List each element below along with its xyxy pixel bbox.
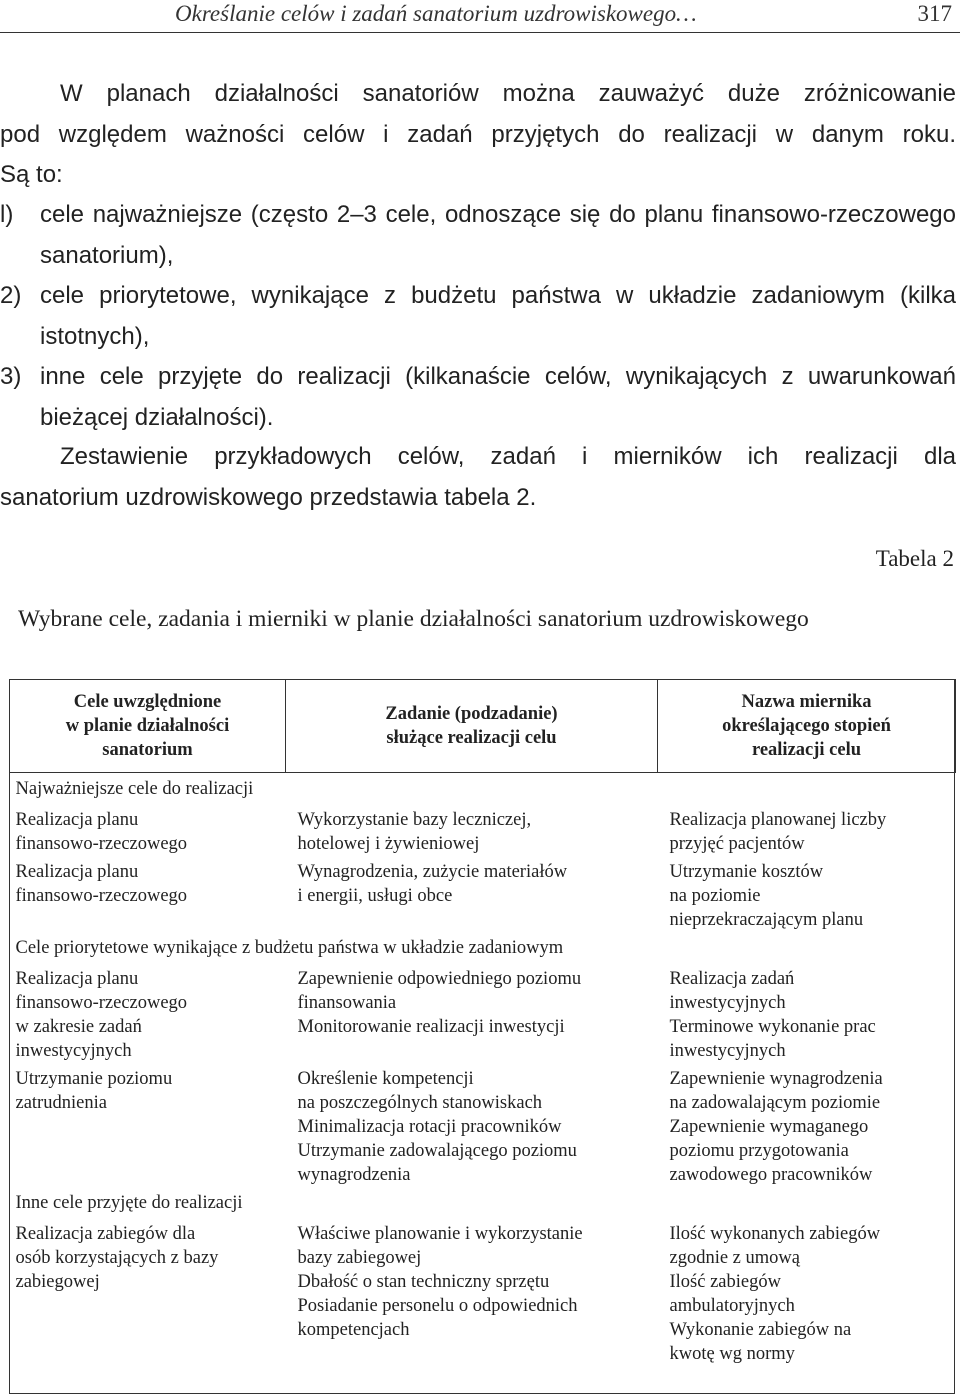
goal-cell <box>10 1067 286 1187</box>
table-header-row <box>10 680 956 773</box>
cell-line: hotelowej i żywieniowej <box>297 834 480 854</box>
table-body <box>10 773 956 1367</box>
table-row <box>10 1067 956 1187</box>
list-item <box>0 195 956 276</box>
cell-line: Monitorowanie realizacji inwestycji <box>297 1017 565 1037</box>
cell-line: finansowo-rzeczowego <box>15 834 188 854</box>
cell-line: Wykonanie zabiegów na <box>669 1320 852 1340</box>
table-row <box>10 804 956 860</box>
table-label: Tabela 2 <box>875 546 954 571</box>
cell-line: wynagrodzenia <box>297 1165 411 1185</box>
cell-line: Zapewnienie wynagrodzenia <box>669 1069 883 1089</box>
cell-line: kwotę wg normy <box>669 1344 795 1364</box>
cell-line: Określenie kompetencji <box>297 1069 474 1089</box>
page-header <box>0 0 960 34</box>
header-tasks <box>286 680 658 773</box>
header-line: służące realizacji celu <box>386 728 557 748</box>
cell-line: zatrudnienia <box>15 1093 107 1113</box>
list-text: cele priorytetowe, wynikające z budżetu państwa w układzie zadaniowym (kilka istotnych), <box>40 282 956 350</box>
cell-line: finansowo-rzeczowego <box>15 993 188 1013</box>
task-cell <box>286 860 658 932</box>
header-rule <box>0 32 960 33</box>
section-title: Inne cele przyjęte do realizacji <box>15 1193 243 1213</box>
cell-line: Terminowe wykonanie prac <box>669 1017 876 1037</box>
cell-line: Ilość zabiegów <box>669 1272 781 1292</box>
intro-line: pod względem ważności celów i zadań przyjętych do realizacji w danym roku. <box>0 120 956 148</box>
cell-line: Wykorzystanie bazy leczniczej, <box>297 810 532 830</box>
page-number: 317 <box>917 1 952 26</box>
cell-line: finansowo-rzeczowego <box>15 886 188 906</box>
goal-cell <box>10 804 286 860</box>
cell-line: Realizacja zadań <box>669 969 795 989</box>
section-row <box>10 1187 956 1218</box>
measure-cell <box>658 804 956 860</box>
header-line: realizacji celu <box>751 740 862 760</box>
header-line: określającego stopień <box>722 716 891 736</box>
cell-line: poziomu przygotowania <box>669 1141 849 1161</box>
table-row <box>10 963 956 1067</box>
goal-cell <box>10 860 286 932</box>
list-number: 3) <box>0 363 22 390</box>
cell-line: Zapewnienie odpowiedniego poziomu <box>297 969 582 989</box>
table-row <box>10 860 956 932</box>
task-cell <box>286 1067 658 1187</box>
cell-line: przyjęć pacjentów <box>669 834 805 854</box>
section-row <box>10 773 956 805</box>
goals-list <box>0 195 956 438</box>
cell-line: Ilość wykonanych zabiegów <box>669 1224 881 1244</box>
cell-line: w zakresie zadań <box>15 1017 142 1037</box>
header-line: Nazwa miernika <box>741 692 872 712</box>
measure-cell <box>658 963 956 1067</box>
cell-line: ambulatoryjnych <box>669 1296 795 1316</box>
cell-line: Utrzymanie zadowalającego poziomu <box>297 1141 577 1161</box>
cell-line: Realizacja planu <box>15 969 139 989</box>
cell-line: nieprzekraczającym planu <box>669 910 864 930</box>
list-text: inne cele przyjęte do realizacji (kilkanaście celów, wynikających z uwarunkowań bieżącej działalności). <box>40 363 956 431</box>
header-goals <box>10 680 286 773</box>
summary-paragraph <box>0 437 956 518</box>
cell-line: na zadowalającym poziomie <box>669 1093 881 1113</box>
goal-cell <box>10 963 286 1067</box>
header-line: sanatorium <box>102 740 193 760</box>
intro-line: Są to: <box>0 161 63 188</box>
cell-line: inwestycyjnych <box>15 1041 132 1061</box>
table-caption: Wybrane cele, zadania i mierniki w planie działalności sanatorium uzdrowiskowego <box>18 606 809 632</box>
list-text: cele najważniejsze (często 2–3 cele, odnoszące się do planu finansowo-rzeczowego sanatorium), <box>40 201 956 269</box>
measure-cell <box>658 1218 956 1366</box>
list-item <box>0 276 956 357</box>
task-cell <box>286 963 658 1067</box>
cell-line: Posiadanie personelu o odpowiednich <box>297 1296 578 1316</box>
cell-line: zabiegowej <box>15 1272 100 1292</box>
summary-line: sanatorium uzdrowiskowego przedstawia tabela 2. <box>0 483 537 511</box>
cell-line: Właściwe planowanie i wykorzystanie <box>297 1224 583 1244</box>
list-item <box>0 357 956 438</box>
cell-line: Minimalizacja rotacji pracowników <box>297 1117 562 1137</box>
summary-line: Zestawienie przykładowych celów, zadań i mierników ich realizacji dla <box>60 443 956 470</box>
header-measures <box>658 680 956 773</box>
cell-line: Utrzymanie poziomu <box>15 1069 173 1089</box>
cell-line: Realizacja zabiegów dla <box>15 1224 196 1244</box>
cell-line: kompetencjach <box>297 1320 410 1340</box>
task-cell <box>286 1218 658 1366</box>
intro-paragraph <box>0 74 956 196</box>
list-number: 2) <box>0 282 22 309</box>
list-number: l) <box>0 201 14 228</box>
measure-cell <box>658 860 956 932</box>
goals-table <box>9 679 956 1366</box>
intro-line: W planach działalności sanatoriów można zauważyć duże zróżnicowanie <box>60 80 956 107</box>
measure-cell <box>658 1067 956 1187</box>
cell-line: Realizacja planu <box>15 810 139 830</box>
cell-line: Zapewnienie wymaganego <box>669 1117 869 1137</box>
cell-line: i energii, usługi obce <box>297 886 453 906</box>
cell-line: Utrzymanie kosztów <box>669 862 824 882</box>
cell-line: zawodowego pracowników <box>669 1165 873 1185</box>
section-row <box>10 932 956 963</box>
cell-line: na poziomie <box>669 886 761 906</box>
running-head: Określanie celów i zadań sanatorium uzdrowiskowego… <box>175 1 697 26</box>
section-title: Najważniejsze cele do realizacji <box>15 779 254 799</box>
cell-line: Dbałość o stan techniczny sprzętu <box>297 1272 550 1292</box>
table-row <box>10 1218 956 1366</box>
cell-line: zgodnie z umową <box>669 1248 800 1268</box>
cell-line: bazy zabiegowej <box>297 1248 422 1268</box>
cell-line: Realizacja planu <box>15 862 139 882</box>
goal-cell <box>10 1218 286 1366</box>
header-line: Cele uwzględnione <box>73 692 222 712</box>
cell-line: osób korzystających z bazy <box>15 1248 219 1268</box>
cell-line: Wynagrodzenia, zużycie materiałów <box>297 862 568 882</box>
section-title: Cele priorytetowe wynikające z budżetu państwa w układzie zadaniowym <box>15 938 564 958</box>
header-line: w planie działalności <box>65 716 230 736</box>
header-line: Zadanie (podzadanie) <box>385 704 558 724</box>
cell-line: inwestycyjnych <box>669 993 786 1013</box>
cell-line: na poszczególnych stanowiskach <box>297 1093 543 1113</box>
cell-line: inwestycyjnych <box>669 1041 786 1061</box>
cell-line: Realizacja planowanej liczby <box>669 810 887 830</box>
cell-line: finansowania <box>297 993 397 1013</box>
task-cell <box>286 804 658 860</box>
